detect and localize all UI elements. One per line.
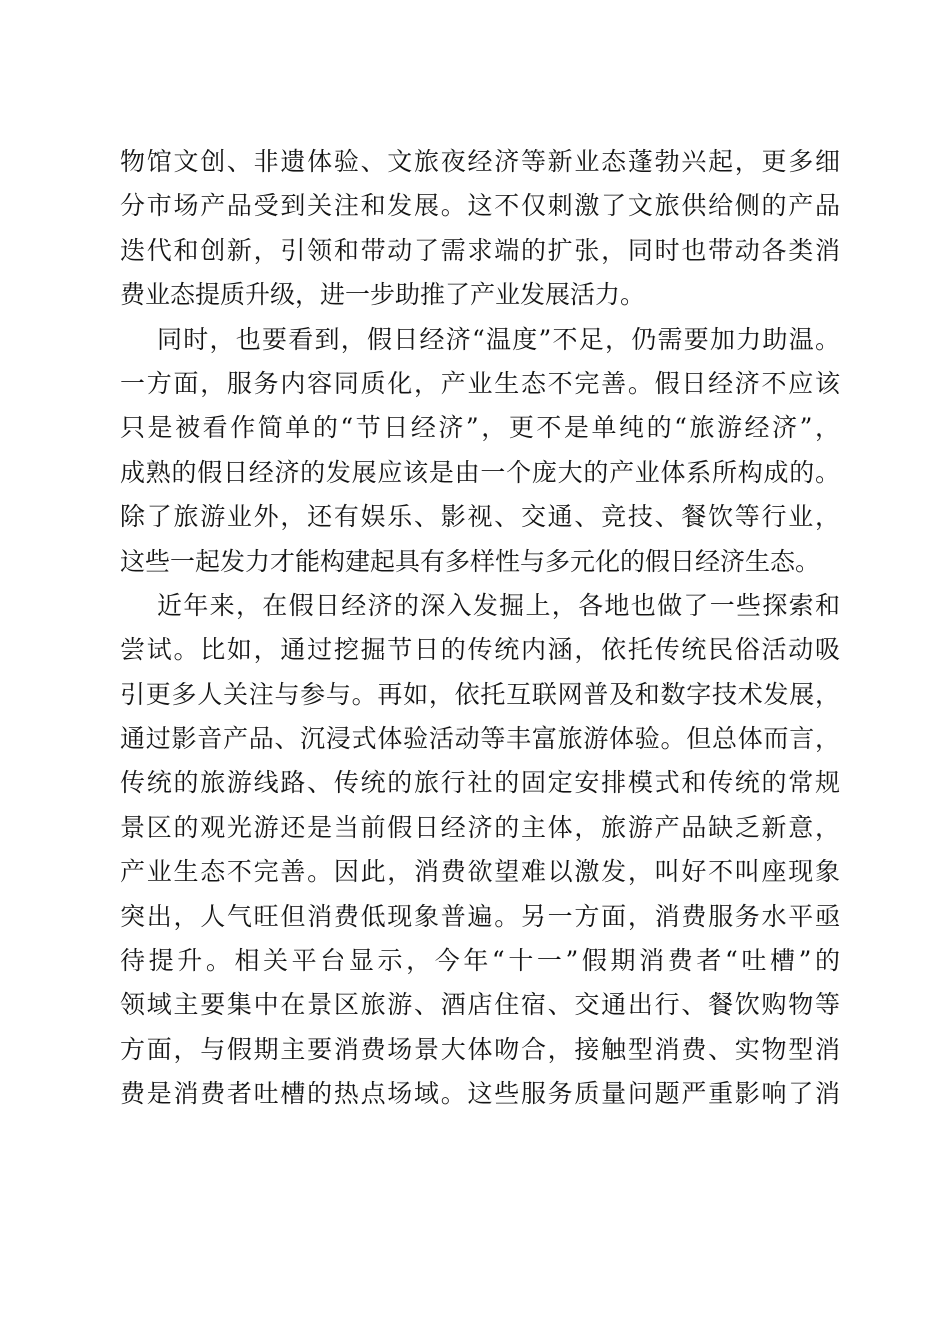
text-line: 引更多人关注与参与。再如，依托互联网普及和数字技术发展， xyxy=(120,679,840,709)
paragraph xyxy=(120,140,840,318)
text-line: 尝试。比如，通过挖掘节日的传统内涵，依托传统民俗活动吸 xyxy=(120,635,840,665)
text-line: 费是消费者吐槽的热点场域。这些服务质量问题严重影响了消 xyxy=(120,1079,840,1109)
text-line: 物馆文创、非遗体验、文旅夜经济等新业态蓬勃兴起，更多细 xyxy=(120,147,840,176)
text-line: 景区的观光游还是当前假日经济的主体，旅游产品缺乏新意， xyxy=(120,812,840,842)
text-line: 待提升。相关平台显示，今年“十一”假期消费者“吐槽”的 xyxy=(120,946,840,976)
document-body xyxy=(120,140,840,1117)
text-line: 这些一起发力才能构建起具有多样性与多元化的假日经济生态。 xyxy=(120,546,821,576)
text-line: 同时，也要看到，假日经济“温度”不足，仍需要加力助温。 xyxy=(157,324,840,354)
text-line: 产业生态不完善。因此，消费欲望难以激发，叫好不叫座现象 xyxy=(120,857,840,887)
text-line: 成熟的假日经济的发展应该是由一个庞大的产业体系所构成的。 xyxy=(120,457,840,487)
paragraph xyxy=(120,584,840,1117)
paragraph xyxy=(120,318,840,584)
text-line: 除了旅游业外，还有娱乐、影视、交通、竞技、餐饮等行业， xyxy=(120,502,840,532)
text-line: 领域主要集中在景区旅游、酒店住宿、交通出行、餐饮购物等 xyxy=(120,990,840,1020)
text-line: 方面，与假期主要消费场景大体吻合，接触型消费、实物型消 xyxy=(120,1034,840,1064)
text-line: 突出，人气旺但消费低现象普遍。另一方面，消费服务水平亟 xyxy=(120,901,840,931)
text-line: 通过影音产品、沉浸式体验活动等丰富旅游体验。但总体而言， xyxy=(120,724,840,754)
text-line: 传统的旅游线路、传统的旅行社的固定安排模式和传统的常规 xyxy=(120,768,840,798)
text-line: 迭代和创新，引领和带动了需求端的扩张，同时也带动各类消 xyxy=(120,235,840,265)
text-line: 只是被看作简单的“节日经济”，更不是单纯的“旅游经济”， xyxy=(120,413,840,443)
text-line: 一方面，服务内容同质化，产业生态不完善。假日经济不应该 xyxy=(120,368,840,398)
text-line: 费业态提质升级，进一步助推了产业发展活力。 xyxy=(120,280,646,310)
text-line: 近年来，在假日经济的深入发掘上，各地也做了一些探索和 xyxy=(157,590,840,620)
text-line: 分市场产品受到关注和发展。这不仅刺激了文旅供给侧的产品 xyxy=(120,191,840,221)
